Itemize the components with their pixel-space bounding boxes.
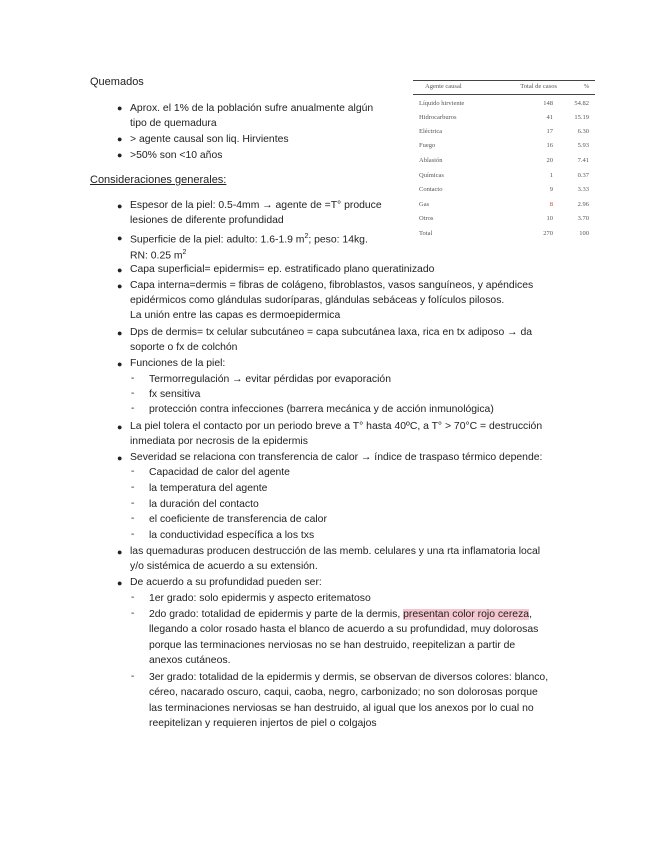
table-cell: Químicas xyxy=(419,172,444,179)
dash-marker: - xyxy=(131,592,135,603)
body-line: La piel tolera el contacto por un periodo breve a T° hasta 40ºC, a T° > 70°C = destrucción xyxy=(130,421,543,432)
table-cell: 1 xyxy=(549,172,553,179)
bullet-icon: ● xyxy=(117,328,123,338)
table-cell: 100 xyxy=(579,230,589,237)
table-row xyxy=(413,172,595,184)
bullet-icon: ● xyxy=(117,265,123,275)
table-row xyxy=(413,186,595,198)
table-cell: Gas xyxy=(419,201,430,208)
bullet-icon: ● xyxy=(117,134,123,144)
body-line: La unión entre las capas es dermoepidermica xyxy=(130,310,341,321)
table-cell: 41 xyxy=(546,114,553,121)
body-line: fx sensitiva xyxy=(149,389,201,400)
body-line: las terminaciones nerviosas se han destruido, al igual que los anexos por lo cual no xyxy=(149,703,534,714)
dash-marker: - xyxy=(131,482,135,493)
body-line: la conductividad específica a los txs xyxy=(149,530,315,541)
intro-line: >50% son <10 años xyxy=(130,150,223,161)
dash-marker: - xyxy=(131,388,135,399)
table-cell: 148 xyxy=(543,100,553,107)
body-text: Superficie de la piel: adulto: 1.6-1.9 m xyxy=(130,234,305,246)
body-line: la duración del contacto xyxy=(149,499,259,510)
body-line: y/o sistémica de acuerdo a su extensión. xyxy=(130,561,318,572)
intro-line: tipo de quemadura xyxy=(130,118,217,129)
body-line xyxy=(130,246,186,262)
table-cell: 10 xyxy=(546,215,553,222)
table-cell: 0.37 xyxy=(577,172,589,179)
section-title: Consideraciones generales: xyxy=(90,174,227,186)
page-title: Quemados xyxy=(90,76,144,88)
bullet-icon: ● xyxy=(117,233,123,243)
body-line: céreo, nacarado oscuro, caqui, caoba, negro, carbonizado; no son dolorosas porque xyxy=(149,687,538,698)
table-cell: 9 xyxy=(549,186,553,193)
dash-marker: - xyxy=(131,608,135,619)
body-line: Termorregulación → evitar pérdidas por evaporación xyxy=(149,374,391,385)
body-line: Espesor de la piel: 0.5-4mm → agente de =T° produce xyxy=(130,200,382,211)
bullet-icon: ● xyxy=(117,359,123,369)
table-cell: Líquido hirviente xyxy=(419,100,465,107)
bullet-icon: ● xyxy=(117,547,123,557)
dash-marker: - xyxy=(131,671,135,682)
table-row xyxy=(413,157,595,169)
body-line: llegando a color rosado hasta el blanco de acuerdo a su profundidad, muy dolorosas xyxy=(149,624,539,635)
body-line: el coeficiente de transferencia de calor xyxy=(149,514,327,525)
bullet-icon: ● xyxy=(117,422,123,432)
body-line: Severidad se relaciona con transferencia de calor → índice de traspaso térmico depende: xyxy=(130,452,543,463)
table-cell: Hidrocarburos xyxy=(419,114,457,121)
body-text: , xyxy=(529,609,532,620)
body-line: la temperatura del agente xyxy=(149,483,268,494)
table-cell: 7.41 xyxy=(577,157,589,164)
body-line: Funciones de la piel: xyxy=(130,358,226,369)
body-line xyxy=(149,608,532,621)
table-row xyxy=(413,215,595,227)
table-cell: 3.33 xyxy=(577,186,589,193)
intro-line: Aprox. el 1% de la población sufre anualmente algún xyxy=(130,103,374,114)
body-line: anexos cutáneos. xyxy=(149,655,231,666)
body-text: 2do grado: totalidad de epidermis y parte de la dermis, xyxy=(149,609,404,620)
dash-marker: - xyxy=(131,529,135,540)
body-line xyxy=(130,230,368,246)
body-line: De acuerdo a su profundidad pueden ser: xyxy=(130,577,322,588)
table-header-cell: Agente causal xyxy=(425,83,462,90)
dash-marker: - xyxy=(131,373,135,384)
bullet-icon: ● xyxy=(117,453,123,463)
table-cell: 20 xyxy=(546,157,553,164)
body-line: Capa superficial= epidermis= ep. estratificado plano queratinizado xyxy=(130,264,435,275)
table-cell: 8 xyxy=(549,201,553,208)
table-cell: 6.30 xyxy=(577,128,589,135)
body-text: RN: 0.25 m xyxy=(130,250,183,262)
table-row xyxy=(413,142,595,154)
table-row xyxy=(413,114,595,126)
body-line: reepitelizan y requieren injertos de piel o colgajos xyxy=(149,718,377,729)
body-line: Dps de dermis= tx celular subcutáneo = capa subcutánea laxa, rica en tx adiposo → da xyxy=(130,327,533,338)
body-line: epidérmicos como glándulas sudoríparas, glándulas sebáceas y folículos pilosos. xyxy=(130,295,505,306)
table-cell: Otros xyxy=(419,215,434,222)
highlighted-text: presentan color rojo cereza xyxy=(403,609,530,620)
table-cell: 2.96 xyxy=(577,201,589,208)
table-cell: Eléctrica xyxy=(419,128,443,135)
table-cell: Total xyxy=(419,230,433,237)
table-cell: 5.93 xyxy=(577,142,589,149)
dash-marker: - xyxy=(131,403,135,414)
table-cell: 3.70 xyxy=(577,215,589,222)
table-cell: Ablasión xyxy=(419,157,443,164)
body-line: 1er grado: solo epidermis y aspecto eritematoso xyxy=(149,593,371,604)
intro-line: > agente causal son liq. Hirvientes xyxy=(130,134,289,145)
body-line: soporte o fx de colchón xyxy=(130,342,238,353)
table-header-cell: % xyxy=(583,83,589,90)
table-header-cell: Total de casos xyxy=(520,83,557,90)
dash-marker: - xyxy=(131,498,135,509)
table-cell: 15.19 xyxy=(574,114,589,121)
bullet-icon: ● xyxy=(117,150,123,160)
bullet-icon: ● xyxy=(117,281,123,291)
table-row xyxy=(413,100,595,112)
table-cell: 16 xyxy=(546,142,553,149)
bullet-icon: ● xyxy=(117,103,123,113)
superscript: 2 xyxy=(182,249,187,256)
body-line: Capacidad de calor del agente xyxy=(149,467,290,478)
table-cell: Fuego xyxy=(419,142,436,149)
table-cell: Contacto xyxy=(419,186,443,193)
body-line: protección contra infecciones (barrera mecánica y de acción inmunológica) xyxy=(149,404,494,415)
body-line: Capa interna=dermis = fibras de colágeno, fibroblastos, vasos sanguíneos, y apéndices xyxy=(130,280,534,291)
body-text: ; peso: 14kg. xyxy=(308,234,368,246)
table-cell: 17 xyxy=(546,128,553,135)
body-line: las quemaduras producen destrucción de las memb. celulares y una rta inflamatoria local xyxy=(130,546,541,557)
table-row xyxy=(413,201,595,213)
body-line: lesiones de diferente profundidad xyxy=(130,215,284,226)
body-line: porque las terminaciones nerviosas no se han destruido, reepitelizan a partir de xyxy=(149,640,516,651)
table-cell: 54.82 xyxy=(574,100,589,107)
body-line: 3er grado: totalidad de la epidermis y dermis, se observan de diversos colores: blanco, xyxy=(149,672,549,683)
dash-marker: - xyxy=(131,466,135,477)
table-total-row xyxy=(413,230,595,242)
table-row xyxy=(413,128,595,140)
bullet-icon: ● xyxy=(117,578,123,588)
bullet-icon: ● xyxy=(117,201,123,211)
superscript: 2 xyxy=(304,233,309,240)
dash-marker: - xyxy=(131,513,135,524)
table-cell: 270 xyxy=(543,230,553,237)
body-line: inmediata por necrosis de la epidermis xyxy=(130,436,308,447)
